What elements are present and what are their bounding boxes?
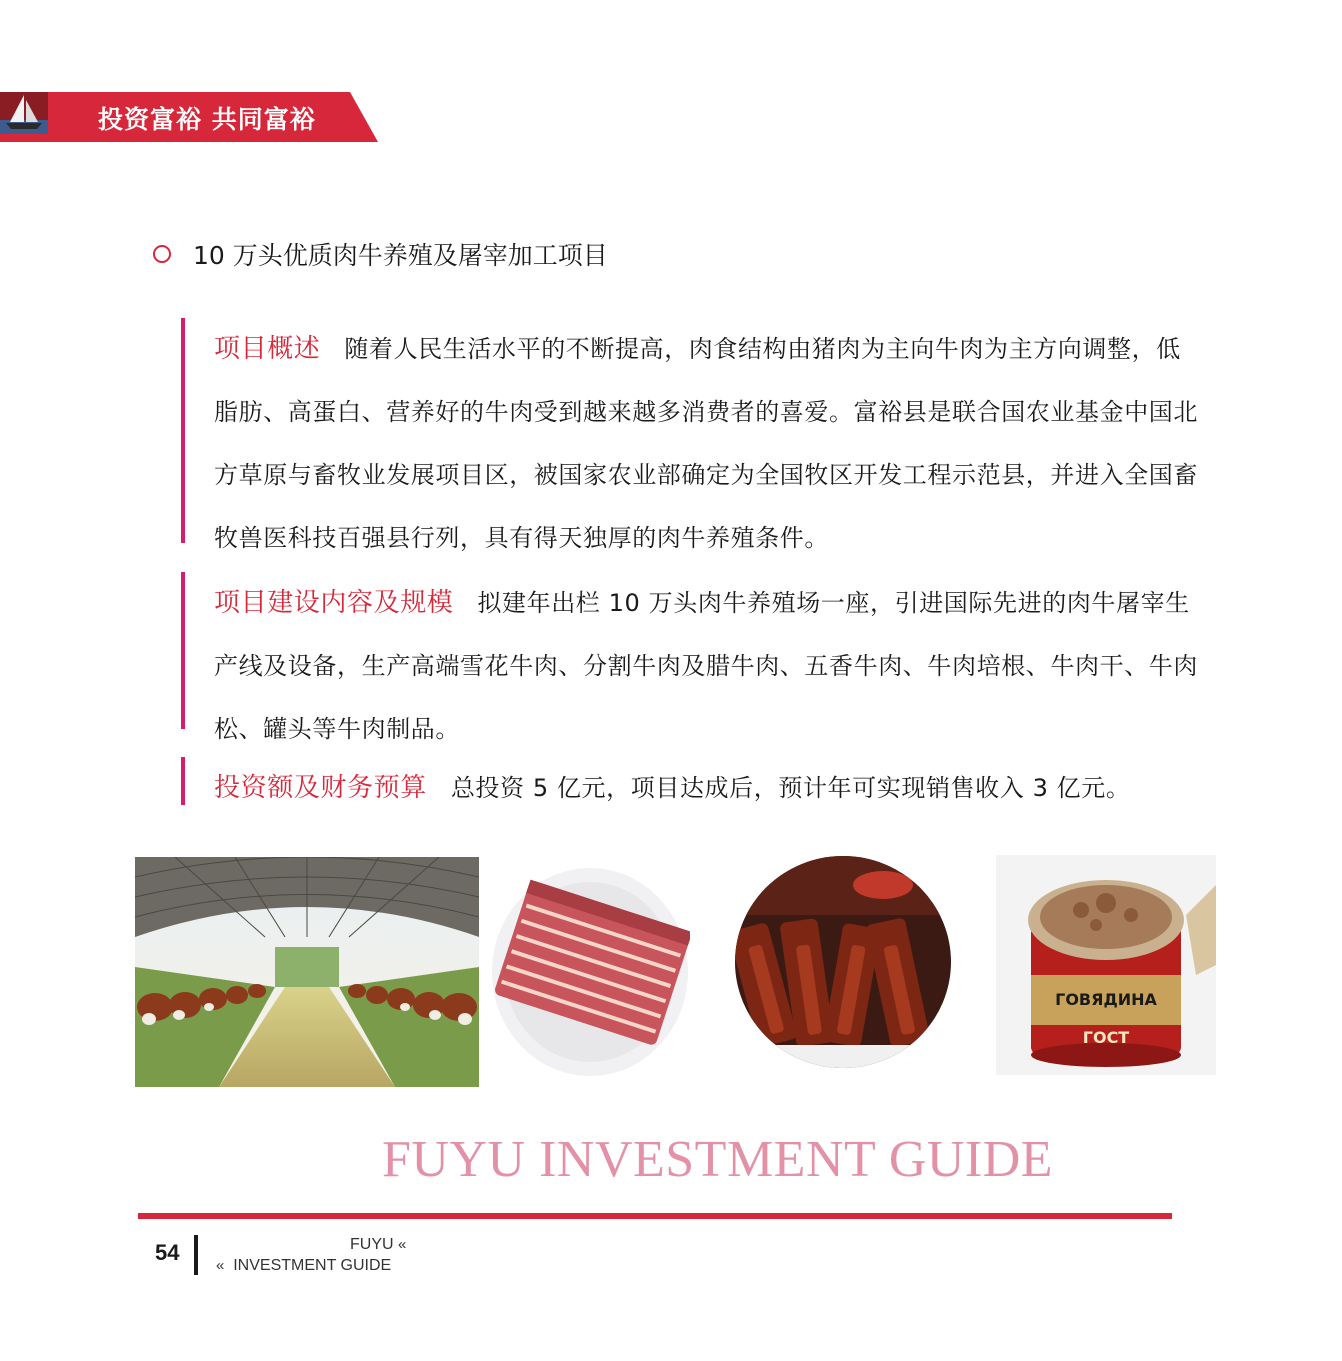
section-scale: [181, 572, 1201, 743]
circle-bullet-icon: [153, 245, 171, 263]
footer-mark-line2: [216, 1257, 391, 1275]
section-overview: [181, 318, 1201, 552]
section-title: 项目概述: [214, 334, 321, 364]
footer-mark-line1: [350, 1236, 406, 1254]
photo-canned-beef: [996, 855, 1216, 1075]
section-accent-bar: [181, 757, 185, 805]
page-number: 54: [155, 1240, 180, 1265]
header-slogan: 投资富裕 共同富裕: [98, 105, 316, 134]
sailboat-logo-icon: [0, 92, 48, 134]
project-heading: [153, 234, 608, 274]
project-title: 10 万头优质肉牛养殖及屠宰加工项目: [193, 241, 608, 270]
photo-beef-bacon: [490, 862, 690, 1077]
section-body: [214, 318, 1201, 570]
double-chevron-icon: «: [216, 1257, 225, 1274]
section-text: 随着人民生活水平的不断提高，肉食结构由猪肉为主向牛肉为主方向调整，低脂肪、高蛋白、营养好的牛肉受到越来越多消费者的喜爱。富裕县是联合国农业基金中国北方草原与畜牧业发展项目区，被国家农业部确定为全国牧区开发工程示范县，并进入全国畜牧兽医科技百强县行列，具有得天独厚的肉牛养殖条件。: [214, 335, 1198, 552]
can-label: ГОВЯДИНА: [1055, 990, 1157, 1009]
section-investment: [181, 757, 1201, 805]
footer-rule: [138, 1213, 1172, 1219]
section-accent-bar: [181, 318, 185, 543]
photo-cattle-barn: [135, 857, 479, 1087]
footer-divider: [194, 1235, 198, 1275]
footer-mark-text: INVESTMENT GUIDE: [233, 1257, 392, 1274]
photo-beef-jerky: [733, 855, 953, 1070]
section-accent-bar: [181, 572, 185, 729]
footer-mark-text: FUYU: [350, 1236, 394, 1253]
section-text: 拟建年出栏 10 万头肉牛养殖场一座，引进国际先进的肉牛屠宰生产线及设备，生产高端雪花牛肉、分割牛肉及腊牛肉、五香牛肉、牛肉培根、牛肉干、牛肉松、罐头等牛肉制品。: [214, 589, 1198, 743]
double-chevron-icon: «: [398, 1236, 407, 1253]
footer-guide-title: FUYU INVESTMENT GUIDE: [382, 1131, 1054, 1188]
section-text: 总投资 5 亿元，项目达成后，预计年可实现销售收入 3 亿元。: [450, 774, 1131, 802]
section-title: 投资额及财务预算: [214, 773, 427, 803]
section-title: 项目建设内容及规模: [214, 588, 454, 618]
section-body: [214, 572, 1201, 761]
header-banner: [0, 92, 378, 142]
can-sublabel: ГОСТ: [1082, 1028, 1130, 1047]
section-body: [214, 757, 1201, 820]
